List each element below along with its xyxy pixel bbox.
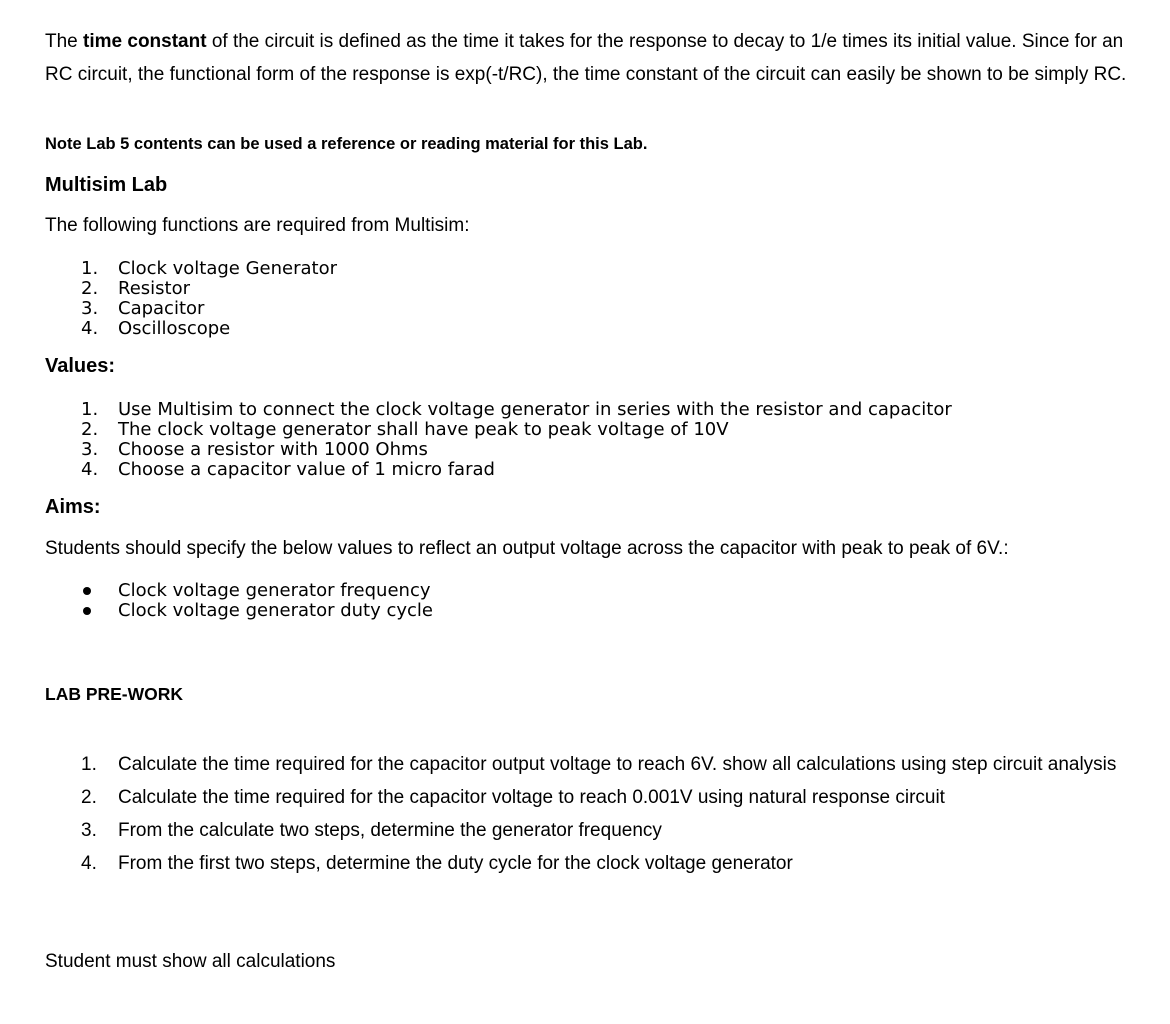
list-item <box>81 279 337 299</box>
item-number: 1. <box>81 399 99 420</box>
functions-intro: The following functions are required from Multisim: <box>45 215 470 236</box>
item-number: 2. <box>81 278 99 299</box>
list-item <box>81 400 952 420</box>
item-text: Oscilloscope <box>118 318 231 339</box>
item-text: The clock voltage generator shall have peak to peak voltage of 10V <box>118 419 729 440</box>
aims-list <box>81 581 433 621</box>
item-text: From the calculate two steps, determine the generator frequency <box>118 820 662 841</box>
item-number: 2. <box>81 787 97 808</box>
intro-term: time constant <box>83 31 207 52</box>
item-text: Clock voltage generator frequency <box>118 580 431 601</box>
final-note: Student must show all calculations <box>45 951 336 972</box>
values-list <box>81 400 952 480</box>
aims-heading: Aims: <box>45 496 101 518</box>
list-item <box>81 814 1131 847</box>
item-number: 4. <box>81 318 99 339</box>
bullet-icon <box>83 587 91 595</box>
list-item <box>81 847 1131 880</box>
list-item <box>81 781 1131 814</box>
list-item <box>81 319 337 339</box>
lab-note: Note Lab 5 contents can be used a reference or reading material for this Lab. <box>45 135 648 153</box>
item-text: Calculate the time required for the capacitor output voltage to reach 6V. show all calculations using step circuit analysis <box>118 754 1117 775</box>
aims-intro: Students should specify the below values to reflect an output voltage across the capacitor with peak to peak of 6V.: <box>45 538 1009 559</box>
list-item <box>81 460 952 480</box>
item-text: Resistor <box>118 278 190 299</box>
item-text: Calculate the time required for the capacitor voltage to reach 0.001V using natural response circuit <box>118 787 945 808</box>
list-item <box>81 299 337 319</box>
item-text: Clock voltage generator duty cycle <box>118 600 433 621</box>
item-text: Choose a capacitor value of 1 micro farad <box>118 459 495 480</box>
intro-paragraph <box>45 26 1130 91</box>
item-text: From the first two steps, determine the duty cycle for the clock voltage generator <box>118 853 793 874</box>
item-text: Use Multisim to connect the clock voltage generator in series with the resistor and capacitor <box>118 399 952 420</box>
list-item <box>81 259 337 279</box>
intro-post: of the circuit is defined as the time it takes for the response to decay to 1/e times its initial value. Since for an RC circuit, the functional form of the response is exp(-t/RC), the time constant of the circuit can easily be shown to be simply RC. <box>45 31 1127 85</box>
values-heading: Values: <box>45 355 116 377</box>
item-number: 3. <box>81 820 97 841</box>
list-item <box>81 748 1131 781</box>
list-item <box>81 601 433 621</box>
prework-list <box>81 748 1131 880</box>
item-text: Choose a resistor with 1000 Ohms <box>118 439 428 460</box>
item-number: 4. <box>81 459 99 480</box>
intro-pre: The <box>45 31 84 52</box>
item-number: 1. <box>81 258 99 279</box>
item-text: Clock voltage Generator <box>118 258 338 279</box>
item-number: 3. <box>81 298 99 319</box>
item-text: Capacitor <box>118 298 205 319</box>
list-item <box>81 420 952 440</box>
item-number: 4. <box>81 853 97 874</box>
functions-list <box>81 259 337 339</box>
list-item <box>81 440 952 460</box>
multisim-heading: Multisim Lab <box>45 174 168 196</box>
item-number: 2. <box>81 419 99 440</box>
item-number: 3. <box>81 439 99 460</box>
item-number: 1. <box>81 754 97 775</box>
prework-heading: LAB PRE-WORK <box>45 684 184 704</box>
bullet-icon <box>83 607 91 615</box>
list-item <box>81 581 433 601</box>
